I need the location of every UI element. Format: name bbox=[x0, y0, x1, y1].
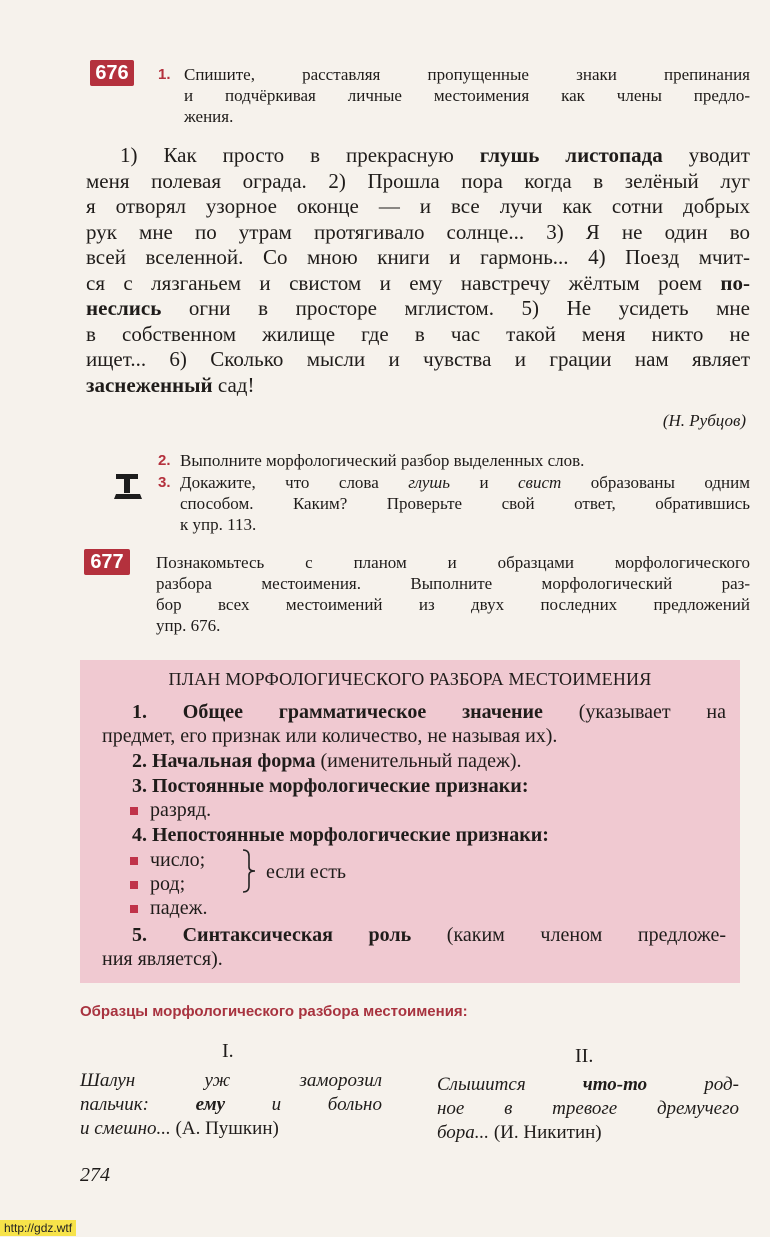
plan-title: ПЛАН МОРФОЛОГИЧЕСКОГО РАЗБОРА МЕСТОИМЕНИЯ bbox=[168, 669, 652, 689]
plan-item-4-bullet-case: падеж. bbox=[130, 896, 207, 920]
samples-heading: Образцы морфологического разбора местоимения: bbox=[80, 1003, 468, 1020]
watermark-link[interactable]: http://gdz.wtf bbox=[0, 1220, 76, 1236]
task-1-text: Спишите, расставляя пропущенные знаки препинания и подчёркивая личные местоимения как члены предло- жения. bbox=[184, 65, 750, 126]
task-2-text: Выполните морфологический разбор выделенных слов. bbox=[180, 451, 585, 470]
exercise-677-badge: 677 bbox=[84, 549, 130, 575]
plan-item-4-bullet-number: число; bbox=[130, 848, 205, 872]
exercise-677-text: Познакомьтесь с планом и образцами морфологического разбора местоимения. Выполните морфологический раз- бор всех местоимений из двух последних предложений упр. 676. bbox=[156, 553, 750, 635]
sample-2-number: II. bbox=[575, 1045, 594, 1067]
bold-word-poneslis: неслись bbox=[86, 296, 162, 320]
task-3-text: Докажите, что слова глушь и свист образованы одним способом. Каким? Проверьте свой ответ, обратившись к упр. 113. bbox=[180, 473, 750, 534]
brace-icon bbox=[240, 848, 258, 894]
bold-word-glush: глушь листопада bbox=[479, 143, 663, 167]
plan-box bbox=[80, 660, 740, 983]
sample-2-text: Слышится что-то род- ное в тревоге дремучего бора... (И. Никитин) bbox=[437, 1074, 739, 1143]
exercise-676-badge: 676 bbox=[90, 60, 134, 86]
plan-item-1: 1. Общее грамматическое значение (указывает на предмет, его признак или количество, не называя их). bbox=[102, 701, 727, 747]
graduation-cap-icon bbox=[112, 472, 144, 502]
page-number: 274 bbox=[80, 1164, 110, 1186]
task-2-number: 2. bbox=[158, 452, 171, 469]
plan-item-4: 4. Непостоянные морфологические признаки: bbox=[132, 824, 549, 846]
plan-item-4-bullet-gender: род; bbox=[130, 872, 185, 896]
plan-brace-note: если есть bbox=[266, 861, 347, 883]
task-1-number: 1. bbox=[158, 66, 171, 83]
sample-1-number: I. bbox=[222, 1040, 234, 1062]
plan-item-3-bullet: разряд. bbox=[130, 798, 211, 822]
task-3-number: 3. bbox=[158, 474, 171, 491]
plan-item-3: 3. Постоянные морфологические признаки: bbox=[132, 775, 529, 797]
plan-item-5: 5. Синтаксическая роль (каким членом предложе- ния является). bbox=[102, 924, 726, 970]
poem-text: 1) Как просто в прекрасную глушь листопада уводит меня полевая ограда. 2) Прошла пора когда в зелёный луг я отворял узорное оконце — и все лучи как сотни добрых рук мне по утрам протягивало солнце... 3) Я не один во всей вселенной. Со мною книги и гармонь... 4) Поезд мчит- ся с лязганьем и свистом и ему навстречу жёлтым роем по- неслись огни в просторе мглистом. 5) Не усидеть мне в собственном жилище где в час такой меня никто не ищет... 6) Сколько мысли и чувства и грации нам являет заснеженный сад! bbox=[86, 143, 750, 397]
author-rubtsov: (Н. Рубцов) bbox=[662, 411, 746, 430]
plan-item-2: 2. Начальная форма (именительный падеж). bbox=[132, 750, 522, 772]
bold-word-zasnezhenny: заснеженный bbox=[86, 372, 213, 397]
sample-1-text: Шалун уж заморозил пальчик: ему и больно и смешно... (А. Пушкин) bbox=[80, 1070, 382, 1139]
